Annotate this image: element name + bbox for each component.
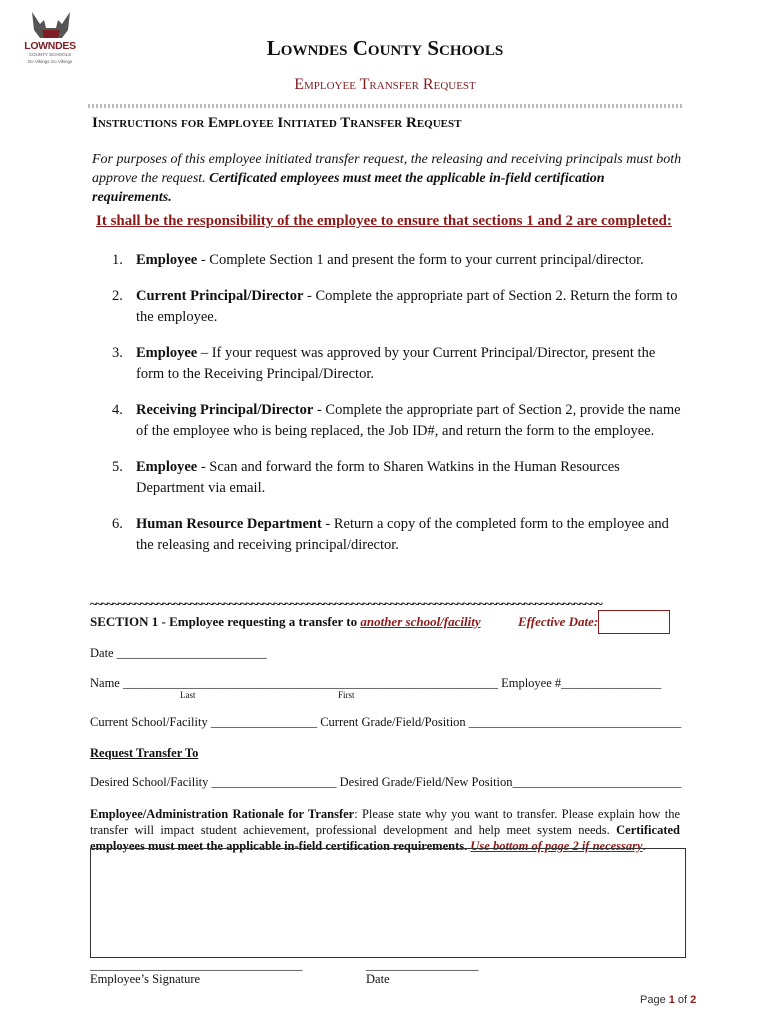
signature-date-label: Date bbox=[366, 972, 390, 986]
step-number: 6. bbox=[112, 515, 123, 532]
signature-date-line[interactable]: __________________ bbox=[366, 958, 479, 972]
step-role: Employee bbox=[136, 344, 198, 361]
organization-title: Lowndes County Schools bbox=[266, 36, 504, 60]
page-of: of bbox=[674, 994, 691, 1006]
logo-wordmark: LOWNDES bbox=[24, 40, 76, 52]
logo-subtitle: COUNTY SCHOOLS bbox=[28, 52, 72, 57]
section1-heading-highlight: another school/facility bbox=[360, 614, 481, 629]
rationale-red-note: Use bottom of page 2 if necessary bbox=[470, 839, 643, 853]
rationale-label: Employee/Administration Rationale for Transfer bbox=[90, 807, 355, 821]
rationale-bold-note: Certificated employees must meet the applicable in-field certification requirements. bbox=[90, 823, 680, 853]
step-number: 1. bbox=[112, 252, 123, 268]
steps-list bbox=[112, 250, 687, 571]
step-role: Current Principal/Director bbox=[136, 287, 304, 304]
date-field[interactable]: Date ________________________ bbox=[90, 646, 267, 660]
step-text: - Return a copy of the completed form to the employee and the releasing and receiving principal/director. bbox=[136, 515, 669, 553]
document-title: Employee Transfer Request bbox=[294, 76, 476, 93]
step-number: 5. bbox=[112, 458, 123, 475]
logo-tagline: Go Vikings Go Vikings bbox=[27, 59, 73, 64]
name-employee-field[interactable]: Name ____________________________________________________________ Employee #________________ bbox=[90, 676, 662, 690]
current-school-field[interactable]: Current School/Facility _________________ Current Grade/Field/Position __________________________________ bbox=[90, 715, 682, 729]
list-item bbox=[112, 286, 687, 329]
page-number bbox=[640, 994, 696, 1006]
section1-heading bbox=[90, 614, 481, 630]
step-role: Human Resource Department bbox=[136, 515, 322, 532]
last-name-label: Last bbox=[180, 690, 196, 700]
effective-date-label: Effective Date: bbox=[518, 614, 599, 629]
list-item bbox=[112, 514, 687, 557]
step-role: Employee bbox=[136, 458, 198, 475]
page-prefix: Page bbox=[640, 994, 669, 1006]
step-text: - Complete Section 1 and present the form to your current principal/director. bbox=[197, 252, 644, 268]
step-text: - Scan and forward the form to Sharen Watkins in the Human Resources Department via email. bbox=[136, 458, 620, 496]
intro-text: For purposes of this employee initiated transfer request, the releasing and receiving principals must both approve the request. bbox=[92, 152, 682, 186]
instructions-heading: Instructions for Employee Initiated Transfer Request bbox=[92, 115, 462, 131]
step-number: 4. bbox=[112, 401, 123, 418]
step-number: 2. bbox=[112, 287, 123, 304]
rationale-instructions bbox=[90, 806, 680, 854]
effective-date-field[interactable] bbox=[598, 610, 670, 634]
list-item bbox=[112, 250, 687, 272]
intro-paragraph bbox=[92, 150, 682, 207]
step-number: 3. bbox=[112, 344, 123, 361]
step-role: Receiving Principal/Director bbox=[136, 401, 314, 418]
request-transfer-heading: Request Transfer To bbox=[90, 746, 199, 760]
signature-label: Employee’s Signature bbox=[90, 972, 201, 986]
first-name-label: First bbox=[338, 690, 355, 700]
step-text: – If your request was approved by your Current Principal/Director, present the form to the Receiving Principal/Director. bbox=[136, 344, 656, 382]
signature-line[interactable]: __________________________________ bbox=[90, 958, 303, 972]
desired-school-field[interactable]: Desired School/Facility ____________________ Desired Grade/Field/New Position___________________________ bbox=[90, 775, 682, 789]
list-item bbox=[112, 457, 687, 500]
rationale-textbox[interactable] bbox=[90, 848, 686, 958]
page-total: 2 bbox=[690, 994, 697, 1006]
page-current: 1 bbox=[668, 994, 675, 1006]
step-role: Employee bbox=[136, 252, 198, 268]
header-divider bbox=[88, 104, 682, 108]
section-separator: ~~~~~~~~~~~~~~~~~~~~~~~~~~~~~~~~~~~~~~~~~~~~~~~~~~~~~~~~~~~~~~~~~~~~~~~~~~~~~~~~~~~~~~~~~~~~ bbox=[90, 596, 602, 611]
step-text: - Complete the appropriate part of Section 2, provide the name of the employee who is being replaced, the Job ID#, and return the form to the employee. bbox=[136, 401, 681, 439]
section1-heading-text: SECTION 1 - Employee requesting a transfer to bbox=[90, 614, 361, 629]
list-item bbox=[112, 400, 687, 443]
rationale-text: : Please state why you want to transfer. Please explain how the transfer will impact student achievement, professional development and help meet system needs. bbox=[90, 807, 681, 837]
list-item bbox=[112, 343, 687, 386]
intro-bold: Certificated employees must meet the applicable in-field certification requirements. bbox=[92, 171, 605, 205]
rationale-end: . bbox=[642, 839, 646, 853]
step-text: - Complete the appropriate part of Section 2. Return the form to the employee. bbox=[136, 287, 678, 325]
responsibility-notice: It shall be the responsibility of the employee to ensure that sections 1 and 2 are completed: bbox=[96, 213, 672, 229]
